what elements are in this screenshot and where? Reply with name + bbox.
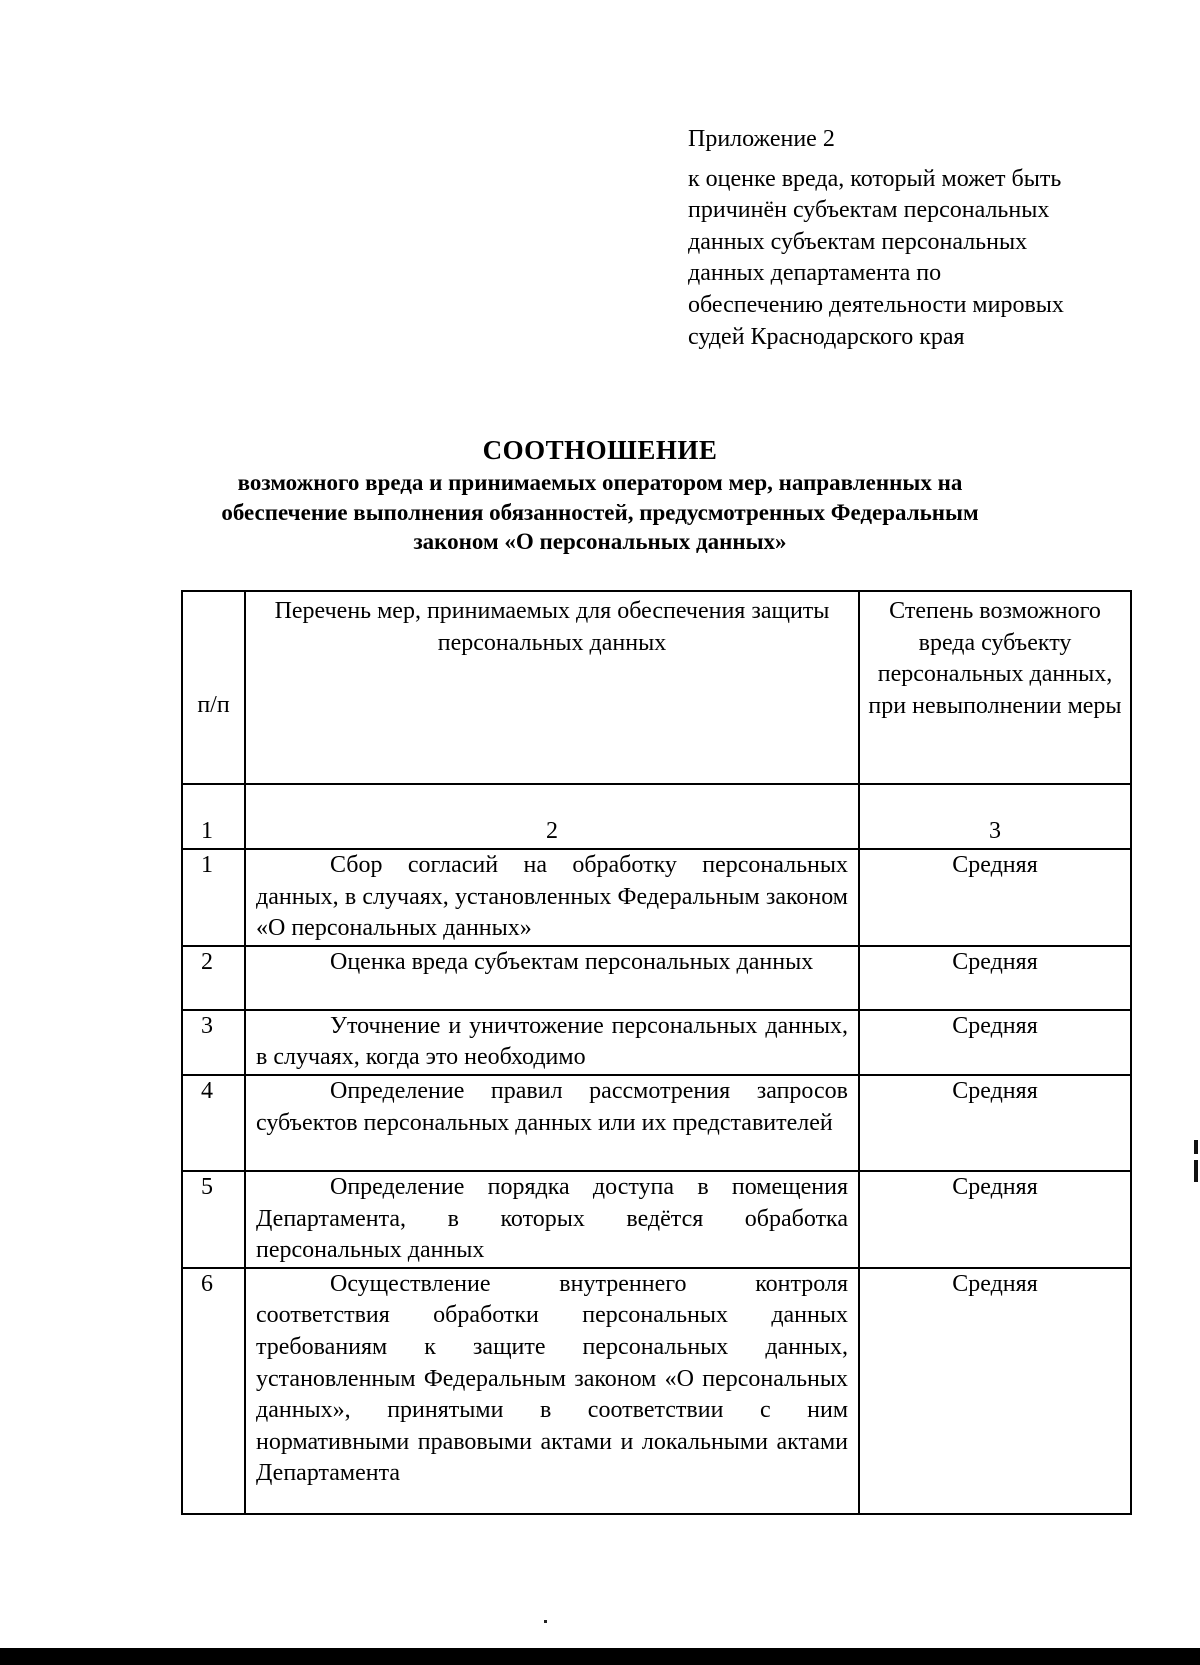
column-number: 2 bbox=[245, 784, 859, 849]
row-number: 2 bbox=[182, 946, 245, 1010]
column-number: 1 bbox=[182, 784, 245, 849]
column-number: 3 bbox=[859, 784, 1131, 849]
table-row bbox=[182, 1171, 1131, 1268]
appendix-line: данных субъектам персональных bbox=[688, 228, 1028, 255]
table-header-row bbox=[182, 591, 1131, 784]
row-measure bbox=[245, 1010, 859, 1075]
row-measure bbox=[245, 1171, 859, 1268]
row-degree: Средняя bbox=[859, 1268, 1131, 1514]
row-number: 5 bbox=[182, 1171, 245, 1268]
scan-edge-mark bbox=[1194, 1140, 1198, 1154]
table-row bbox=[182, 849, 1131, 946]
row-number: 3 bbox=[182, 1010, 245, 1075]
appendix-line: данных департамента по bbox=[688, 260, 942, 287]
row-measure bbox=[245, 946, 859, 1010]
document-title: СООТНОШЕНИЕ bbox=[482, 435, 718, 465]
table-row bbox=[182, 1268, 1131, 1514]
row-number: 4 bbox=[182, 1075, 245, 1171]
row-degree: Средняя bbox=[859, 1010, 1131, 1075]
row-measure bbox=[245, 849, 859, 946]
scan-speck bbox=[544, 1620, 547, 1623]
row-measure-text: Уточнение и уничтожение персональных данных, в случаях, когда это необходимо bbox=[256, 1012, 848, 1071]
header-num: п/п bbox=[182, 591, 245, 784]
row-degree: Средняя bbox=[859, 1075, 1131, 1171]
column-number-row bbox=[182, 784, 1131, 849]
appendix-line: обеспечению деятельности мировых bbox=[688, 291, 1064, 318]
document-subtitle-line: возможного вреда и принимаемых оператором мер, направленных на bbox=[237, 470, 963, 495]
scan-edge-mark bbox=[1194, 1160, 1198, 1182]
table-row bbox=[182, 1010, 1131, 1075]
row-measure bbox=[245, 1075, 859, 1171]
header-measure: Перечень мер, принимаемых для обеспечения защиты персональных данных bbox=[245, 591, 859, 784]
row-number: 1 bbox=[182, 849, 245, 946]
table-row bbox=[182, 946, 1131, 1010]
row-degree: Средняя bbox=[859, 946, 1131, 1010]
table-row bbox=[182, 1075, 1131, 1171]
row-measure bbox=[245, 1268, 859, 1514]
document-heading bbox=[60, 432, 1140, 557]
row-number: 6 bbox=[182, 1268, 245, 1514]
appendix-block bbox=[688, 124, 1158, 353]
row-measure-text: Определение правил рассмотрения запросов субъектов персональных данных или их представителей bbox=[256, 1077, 848, 1136]
row-measure-text: Оценка вреда субъектам персональных данных bbox=[330, 948, 814, 975]
header-degree: Степень возможного вреда субъекту персональных данных, при невыполнении меры bbox=[859, 591, 1131, 784]
appendix-line: судей Краснодарского края bbox=[688, 323, 965, 350]
measures-table bbox=[181, 590, 1132, 1515]
row-measure-text: Определение порядка доступа в помещения Департамента, в которых ведётся обработка персональных данных bbox=[256, 1173, 848, 1264]
document-subtitle-line: обеспечение выполнения обязанностей, предусмотренных Федеральным bbox=[221, 499, 979, 525]
row-degree: Средняя bbox=[859, 849, 1131, 946]
appendix-line: причинён субъектам персональных bbox=[688, 197, 1050, 224]
row-degree: Средняя bbox=[859, 1171, 1131, 1268]
row-measure-text: Сбор согласий на обработку персональных данных, в случаях, установленных Федеральным законом «О персональных данных» bbox=[256, 852, 848, 942]
appendix-title: Приложение 2 bbox=[688, 126, 835, 152]
document-subtitle-line: законом «О персональных данных» bbox=[413, 529, 787, 555]
scan-bottom-border bbox=[0, 1648, 1200, 1665]
appendix-line: к оценке вреда, который может быть bbox=[688, 165, 1062, 192]
row-measure-text: Осуществление внутреннего контроля соответствия обработки персональных данных требованиям к защите персональных данных, установленным Федеральным законом «О персональных данных», принятыми в соответствии с ним нормативными правовыми актами и локальными актами Департамента bbox=[256, 1270, 848, 1487]
